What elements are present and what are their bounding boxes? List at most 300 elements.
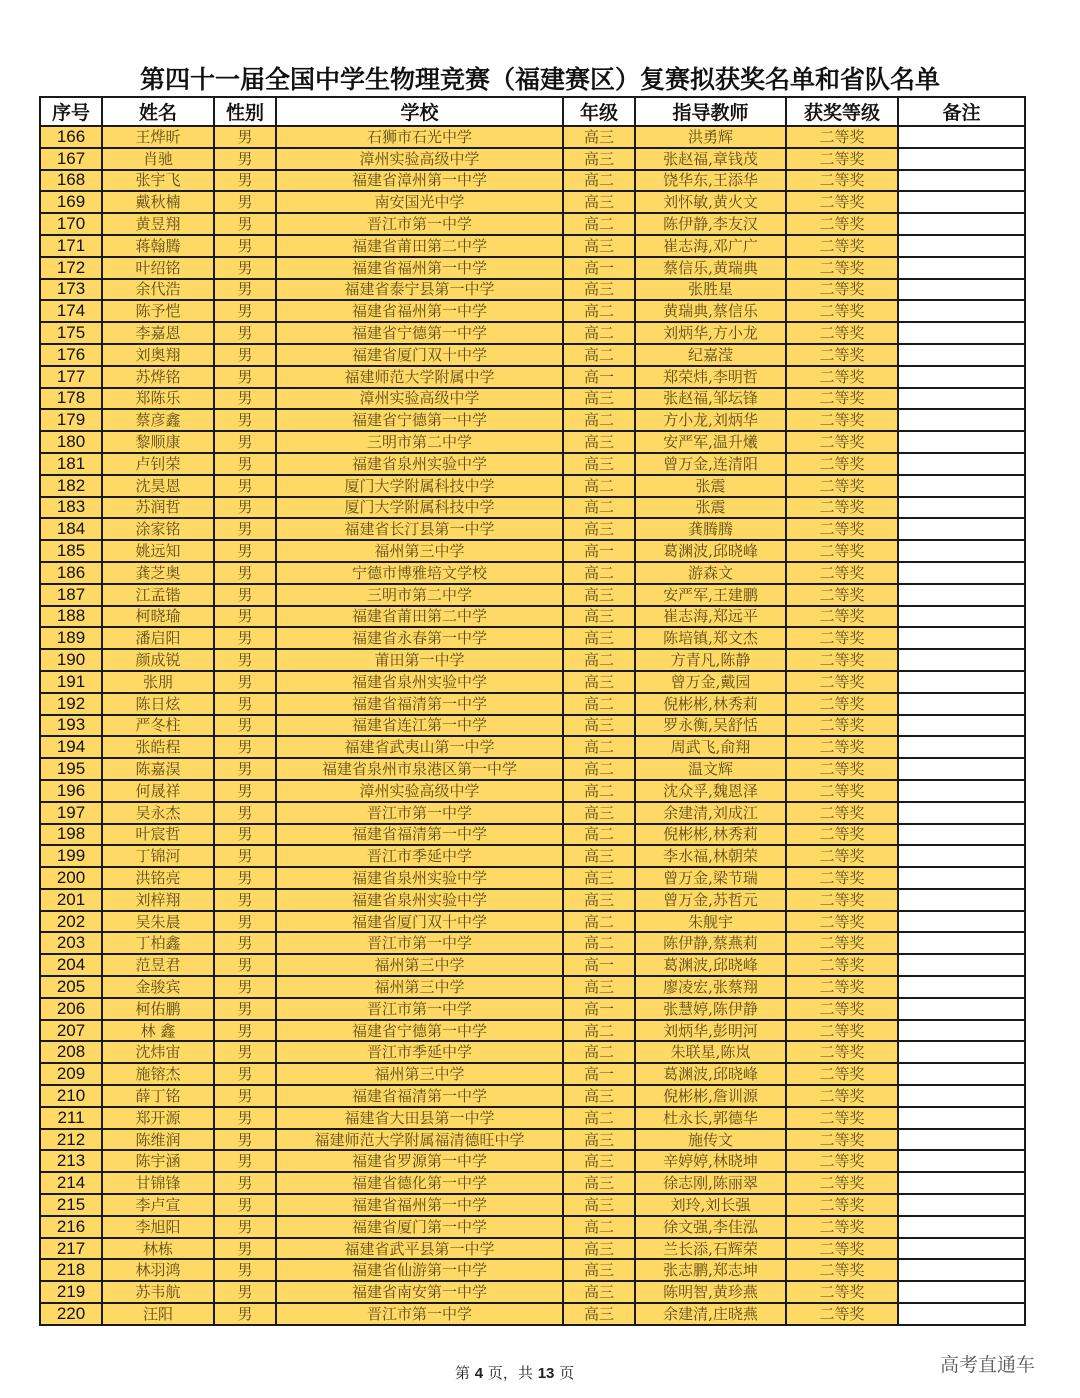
table-row — [40, 998, 1025, 1020]
table-row — [40, 518, 1025, 540]
cell-teacher: 张志鹏,郑志坤 — [635, 1259, 786, 1281]
cell-note — [898, 453, 1025, 475]
cell-award: 二等奖 — [786, 453, 898, 475]
table-row — [40, 1085, 1025, 1107]
cell-note — [898, 627, 1025, 649]
cell-award: 二等奖 — [786, 911, 898, 933]
cell-award: 二等奖 — [786, 475, 898, 497]
cell-name: 洪铭亮 — [102, 867, 214, 889]
cell-grade: 高一 — [563, 540, 635, 562]
cell-teacher: 张胜星 — [635, 279, 786, 301]
cell-teacher: 陈培镇,郑文杰 — [635, 627, 786, 649]
cell-school: 晋江市第一中学 — [276, 1303, 563, 1325]
cell-name: 刘奥翔 — [102, 344, 214, 366]
cell-gender: 男 — [214, 606, 276, 628]
cell-gender: 男 — [214, 431, 276, 453]
cell-no: 215 — [40, 1194, 102, 1216]
cell-gender: 男 — [214, 1194, 276, 1216]
cell-grade: 高一 — [563, 954, 635, 976]
cell-note — [898, 409, 1025, 431]
cell-award: 二等奖 — [786, 627, 898, 649]
cell-name: 林 鑫 — [102, 1020, 214, 1042]
cell-teacher: 刘玲,刘长强 — [635, 1194, 786, 1216]
header-no: 序号 — [40, 97, 102, 126]
cell-school: 晋江市季延中学 — [276, 1041, 563, 1063]
cell-award: 二等奖 — [786, 148, 898, 170]
cell-gender: 男 — [214, 976, 276, 998]
cell-grade: 高二 — [563, 300, 635, 322]
cell-school: 福建省德化第一中学 — [276, 1172, 563, 1194]
cell-teacher: 葛渊波,邱晓峰 — [635, 954, 786, 976]
cell-school: 南安国光中学 — [276, 191, 563, 213]
cell-teacher: 李水福,林朝荣 — [635, 845, 786, 867]
cell-teacher: 蔡信乐,黄瑞典 — [635, 257, 786, 279]
cell-no: 191 — [40, 671, 102, 693]
table-row — [40, 540, 1025, 562]
cell-note — [898, 824, 1025, 846]
table-row — [40, 366, 1025, 388]
cell-no: 194 — [40, 736, 102, 758]
cell-school: 福建省泰宁县第一中学 — [276, 279, 563, 301]
cell-note — [898, 257, 1025, 279]
cell-name: 蒋翰腾 — [102, 235, 214, 257]
cell-no: 175 — [40, 322, 102, 344]
cell-no: 204 — [40, 954, 102, 976]
cell-gender: 男 — [214, 1216, 276, 1238]
cell-note — [898, 191, 1025, 213]
cell-name: 吴朱晨 — [102, 911, 214, 933]
table-header-row — [40, 97, 1025, 126]
cell-no: 184 — [40, 518, 102, 540]
cell-grade: 高二 — [563, 693, 635, 715]
table-row — [40, 1041, 1025, 1063]
cell-award: 二等奖 — [786, 409, 898, 431]
table-row — [40, 388, 1025, 410]
cell-no: 203 — [40, 932, 102, 954]
cell-grade: 高二 — [563, 1041, 635, 1063]
table-row — [40, 1129, 1025, 1151]
table-row — [40, 1107, 1025, 1129]
cell-award: 二等奖 — [786, 671, 898, 693]
table-row — [40, 889, 1025, 911]
award-table — [39, 96, 1026, 1326]
cell-name: 潘启阳 — [102, 627, 214, 649]
cell-note — [898, 431, 1025, 453]
cell-name: 张皓程 — [102, 736, 214, 758]
cell-teacher: 葛渊波,邱晓峰 — [635, 1063, 786, 1085]
cell-school: 福建省泉州实验中学 — [276, 867, 563, 889]
cell-no: 198 — [40, 824, 102, 846]
table-row — [40, 606, 1025, 628]
cell-name: 陈予恺 — [102, 300, 214, 322]
cell-gender: 男 — [214, 627, 276, 649]
cell-grade: 高三 — [563, 1194, 635, 1216]
cell-name: 施镕杰 — [102, 1063, 214, 1085]
cell-no: 180 — [40, 431, 102, 453]
cell-note — [898, 1238, 1025, 1260]
cell-name: 涂家铭 — [102, 518, 214, 540]
cell-name: 薛丁铭 — [102, 1085, 214, 1107]
cell-no: 179 — [40, 409, 102, 431]
cell-name: 陈嘉淏 — [102, 758, 214, 780]
cell-school: 漳州实验高级中学 — [276, 388, 563, 410]
cell-award: 二等奖 — [786, 1238, 898, 1260]
table-row — [40, 824, 1025, 846]
cell-award: 二等奖 — [786, 1041, 898, 1063]
cell-note — [898, 1259, 1025, 1281]
table-row — [40, 758, 1025, 780]
cell-teacher: 罗永衡,吴舒恬 — [635, 715, 786, 737]
table-row — [40, 148, 1025, 170]
cell-award: 二等奖 — [786, 322, 898, 344]
table-row — [40, 409, 1025, 431]
table-row — [40, 1063, 1025, 1085]
cell-note — [898, 845, 1025, 867]
cell-teacher: 安严军,温升爔 — [635, 431, 786, 453]
table-row — [40, 627, 1025, 649]
cell-gender: 男 — [214, 322, 276, 344]
cell-gender: 男 — [214, 1041, 276, 1063]
cell-no: 171 — [40, 235, 102, 257]
cell-no: 202 — [40, 911, 102, 933]
cell-award: 二等奖 — [786, 1129, 898, 1151]
cell-gender: 男 — [214, 497, 276, 519]
header-award: 获奖等级 — [786, 97, 898, 126]
cell-grade: 高二 — [563, 170, 635, 192]
cell-teacher: 葛渊波,邱晓峰 — [635, 540, 786, 562]
cell-school: 晋江市第一中学 — [276, 802, 563, 824]
cell-name: 卢钊荣 — [102, 453, 214, 475]
cell-gender: 男 — [214, 1238, 276, 1260]
table-row — [40, 649, 1025, 671]
cell-school: 福建省泉州市泉港区第一中学 — [276, 758, 563, 780]
cell-gender: 男 — [214, 1020, 276, 1042]
cell-note — [898, 322, 1025, 344]
document-title: 第四十一届全国中学生物理竞赛（福建赛区）复赛拟获奖名单和省队名单 — [139, 65, 940, 94]
cell-grade: 高三 — [563, 1172, 635, 1194]
table-row — [40, 1020, 1025, 1042]
cell-teacher: 余建清,刘成江 — [635, 802, 786, 824]
cell-school: 福建省连江第一中学 — [276, 715, 563, 737]
cell-gender: 男 — [214, 867, 276, 889]
cell-grade: 高二 — [563, 1020, 635, 1042]
cell-award: 二等奖 — [786, 518, 898, 540]
cell-award: 二等奖 — [786, 758, 898, 780]
cell-school: 厦门大学附属科技中学 — [276, 497, 563, 519]
cell-note — [898, 584, 1025, 606]
cell-gender: 男 — [214, 213, 276, 235]
cell-grade: 高三 — [563, 1129, 635, 1151]
table-row — [40, 715, 1025, 737]
cell-award: 二等奖 — [786, 932, 898, 954]
cell-name: 张朋 — [102, 671, 214, 693]
cell-school: 福建省大田县第一中学 — [276, 1107, 563, 1129]
cell-gender: 男 — [214, 998, 276, 1020]
cell-no: 209 — [40, 1063, 102, 1085]
cell-name: 李卢宣 — [102, 1194, 214, 1216]
cell-award: 二等奖 — [786, 431, 898, 453]
cell-note — [898, 932, 1025, 954]
cell-gender: 男 — [214, 1107, 276, 1129]
cell-school: 宁德市博雅培文学校 — [276, 562, 563, 584]
cell-school: 福建省泉州实验中学 — [276, 671, 563, 693]
table-row — [40, 562, 1025, 584]
cell-no: 220 — [40, 1303, 102, 1325]
cell-school: 福建省厦门双十中学 — [276, 911, 563, 933]
cell-name: 李旭阳 — [102, 1216, 214, 1238]
cell-no: 176 — [40, 344, 102, 366]
cell-name: 张宇飞 — [102, 170, 214, 192]
table-row — [40, 954, 1025, 976]
cell-name: 戴秋楠 — [102, 191, 214, 213]
cell-gender: 男 — [214, 736, 276, 758]
cell-award: 二等奖 — [786, 998, 898, 1020]
cell-grade: 高二 — [563, 932, 635, 954]
cell-grade: 高三 — [563, 845, 635, 867]
cell-school: 福建省厦门双十中学 — [276, 344, 563, 366]
table-body — [40, 126, 1025, 1325]
cell-gender: 男 — [214, 1150, 276, 1172]
cell-teacher: 辛婷婷,林晓坤 — [635, 1150, 786, 1172]
cell-note — [898, 518, 1025, 540]
cell-gender: 男 — [214, 1085, 276, 1107]
cell-award: 二等奖 — [786, 649, 898, 671]
table-row — [40, 693, 1025, 715]
table-row — [40, 1172, 1025, 1194]
cell-grade: 高三 — [563, 126, 635, 148]
cell-note — [898, 126, 1025, 148]
cell-note — [898, 780, 1025, 802]
cell-award: 二等奖 — [786, 540, 898, 562]
cell-grade: 高三 — [563, 1238, 635, 1260]
cell-note — [898, 1020, 1025, 1042]
cell-note — [898, 300, 1025, 322]
cell-gender: 男 — [214, 824, 276, 846]
table-row — [40, 802, 1025, 824]
cell-teacher: 朱舰宇 — [635, 911, 786, 933]
cell-no: 166 — [40, 126, 102, 148]
cell-note — [898, 475, 1025, 497]
cell-school: 福建省宁德第一中学 — [276, 409, 563, 431]
cell-award: 二等奖 — [786, 279, 898, 301]
cell-school: 三明市第二中学 — [276, 584, 563, 606]
cell-note — [898, 1041, 1025, 1063]
cell-name: 金骏宾 — [102, 976, 214, 998]
cell-note — [898, 148, 1025, 170]
cell-award: 二等奖 — [786, 388, 898, 410]
table-row — [40, 1281, 1025, 1303]
cell-award: 二等奖 — [786, 235, 898, 257]
cell-name: 柯佑鹏 — [102, 998, 214, 1020]
cell-school: 漳州实验高级中学 — [276, 780, 563, 802]
cell-no: 186 — [40, 562, 102, 584]
cell-note — [898, 213, 1025, 235]
cell-no: 201 — [40, 889, 102, 911]
cell-no: 206 — [40, 998, 102, 1020]
cell-award: 二等奖 — [786, 693, 898, 715]
cell-teacher: 曾万金,连清阳 — [635, 453, 786, 475]
cell-school: 福州第三中学 — [276, 954, 563, 976]
table-row — [40, 497, 1025, 519]
cell-gender: 男 — [214, 954, 276, 976]
table-row — [40, 1216, 1025, 1238]
cell-teacher: 杜永长,郭德华 — [635, 1107, 786, 1129]
cell-teacher: 沈众孚,魏恩泽 — [635, 780, 786, 802]
cell-grade: 高三 — [563, 431, 635, 453]
cell-name: 李嘉恩 — [102, 322, 214, 344]
cell-gender: 男 — [214, 279, 276, 301]
cell-grade: 高二 — [563, 1107, 635, 1129]
cell-award: 二等奖 — [786, 1194, 898, 1216]
cell-award: 二等奖 — [786, 1150, 898, 1172]
cell-no: 192 — [40, 693, 102, 715]
table-row — [40, 911, 1025, 933]
cell-grade: 高二 — [563, 780, 635, 802]
cell-grade: 高三 — [563, 1085, 635, 1107]
cell-name: 蔡彦鑫 — [102, 409, 214, 431]
cell-no: 178 — [40, 388, 102, 410]
cell-teacher: 纪嘉滢 — [635, 344, 786, 366]
cell-school: 福州第三中学 — [276, 976, 563, 998]
cell-no: 196 — [40, 780, 102, 802]
cell-award: 二等奖 — [786, 126, 898, 148]
cell-grade: 高二 — [563, 213, 635, 235]
cell-name: 范昱君 — [102, 954, 214, 976]
cell-grade: 高二 — [563, 1216, 635, 1238]
cell-name: 叶绍铭 — [102, 257, 214, 279]
table-row — [40, 736, 1025, 758]
cell-teacher: 刘怀敏,黄火文 — [635, 191, 786, 213]
table-row — [40, 257, 1025, 279]
cell-school: 福建省莆田第二中学 — [276, 606, 563, 628]
cell-name: 柯晓瑜 — [102, 606, 214, 628]
table-row — [40, 932, 1025, 954]
cell-school: 福州第三中学 — [276, 1063, 563, 1085]
cell-school: 晋江市第一中学 — [276, 932, 563, 954]
cell-gender: 男 — [214, 475, 276, 497]
table-row — [40, 213, 1025, 235]
cell-teacher: 崔志海,邓广广 — [635, 235, 786, 257]
cell-award: 二等奖 — [786, 300, 898, 322]
cell-gender: 男 — [214, 235, 276, 257]
page-middle: 页，共 — [487, 1364, 533, 1382]
cell-grade: 高三 — [563, 235, 635, 257]
cell-name: 林羽鸿 — [102, 1259, 214, 1281]
cell-note — [898, 736, 1025, 758]
cell-award: 二等奖 — [786, 736, 898, 758]
cell-award: 二等奖 — [786, 606, 898, 628]
cell-no: 190 — [40, 649, 102, 671]
watermark: 高考直通车 — [940, 1354, 1036, 1376]
cell-no: 168 — [40, 170, 102, 192]
cell-note — [898, 344, 1025, 366]
cell-award: 二等奖 — [786, 715, 898, 737]
cell-no: 213 — [40, 1150, 102, 1172]
table-row — [40, 584, 1025, 606]
cell-teacher: 徐志刚,陈丽翠 — [635, 1172, 786, 1194]
cell-school: 福建师范大学附属福清德旺中学 — [276, 1129, 563, 1151]
cell-grade: 高三 — [563, 627, 635, 649]
cell-school: 福建省泉州实验中学 — [276, 453, 563, 475]
cell-no: 169 — [40, 191, 102, 213]
header-grade: 年级 — [563, 97, 635, 126]
cell-teacher: 张震 — [635, 475, 786, 497]
cell-grade: 高三 — [563, 671, 635, 693]
cell-no: 218 — [40, 1259, 102, 1281]
table-row — [40, 300, 1025, 322]
cell-school: 福建师范大学附属中学 — [276, 366, 563, 388]
cell-school: 福建省永春第一中学 — [276, 627, 563, 649]
cell-grade: 高三 — [563, 976, 635, 998]
cell-grade: 高三 — [563, 148, 635, 170]
cell-gender: 男 — [214, 170, 276, 192]
cell-name: 汪阳 — [102, 1303, 214, 1325]
page-prefix: 第 — [455, 1364, 471, 1382]
cell-gender: 男 — [214, 1172, 276, 1194]
cell-school: 福建省宁德第一中学 — [276, 322, 563, 344]
cell-grade: 高三 — [563, 1150, 635, 1172]
table-row — [40, 453, 1025, 475]
cell-grade: 高二 — [563, 758, 635, 780]
cell-award: 二等奖 — [786, 170, 898, 192]
cell-school: 漳州实验高级中学 — [276, 148, 563, 170]
cell-no: 193 — [40, 715, 102, 737]
table-row — [40, 671, 1025, 693]
cell-gender: 男 — [214, 300, 276, 322]
cell-gender: 男 — [214, 802, 276, 824]
table-row — [40, 780, 1025, 802]
cell-teacher: 周武飞,俞翔 — [635, 736, 786, 758]
table-row — [40, 475, 1025, 497]
cell-teacher: 安严军,王建鹏 — [635, 584, 786, 606]
table-row — [40, 976, 1025, 998]
cell-school: 福建省福州第一中学 — [276, 1194, 563, 1216]
cell-award: 二等奖 — [786, 1107, 898, 1129]
table-row — [40, 322, 1025, 344]
cell-award: 二等奖 — [786, 344, 898, 366]
cell-gender: 男 — [214, 671, 276, 693]
cell-grade: 高二 — [563, 649, 635, 671]
cell-no: 208 — [40, 1041, 102, 1063]
cell-grade: 高二 — [563, 562, 635, 584]
cell-teacher: 饶华东,王添华 — [635, 170, 786, 192]
cell-note — [898, 606, 1025, 628]
cell-note — [898, 366, 1025, 388]
cell-note — [898, 1150, 1025, 1172]
header-teacher: 指导教师 — [635, 97, 786, 126]
cell-gender: 男 — [214, 388, 276, 410]
cell-teacher: 崔志海,郑远平 — [635, 606, 786, 628]
cell-note — [898, 1216, 1025, 1238]
cell-gender: 男 — [214, 344, 276, 366]
cell-teacher: 张慧婷,陈伊静 — [635, 998, 786, 1020]
cell-grade: 高三 — [563, 802, 635, 824]
cell-gender: 男 — [214, 148, 276, 170]
cell-teacher: 余建清,庄晓燕 — [635, 1303, 786, 1325]
cell-note — [898, 693, 1025, 715]
cell-school: 晋江市季延中学 — [276, 845, 563, 867]
cell-gender: 男 — [214, 584, 276, 606]
cell-gender: 男 — [214, 540, 276, 562]
cell-award: 二等奖 — [786, 1063, 898, 1085]
cell-gender: 男 — [214, 191, 276, 213]
cell-grade: 高一 — [563, 998, 635, 1020]
cell-name: 苏烨铭 — [102, 366, 214, 388]
cell-grade: 高二 — [563, 344, 635, 366]
cell-teacher: 倪彬彬,林秀莉 — [635, 824, 786, 846]
cell-no: 185 — [40, 540, 102, 562]
cell-grade: 高三 — [563, 1303, 635, 1325]
